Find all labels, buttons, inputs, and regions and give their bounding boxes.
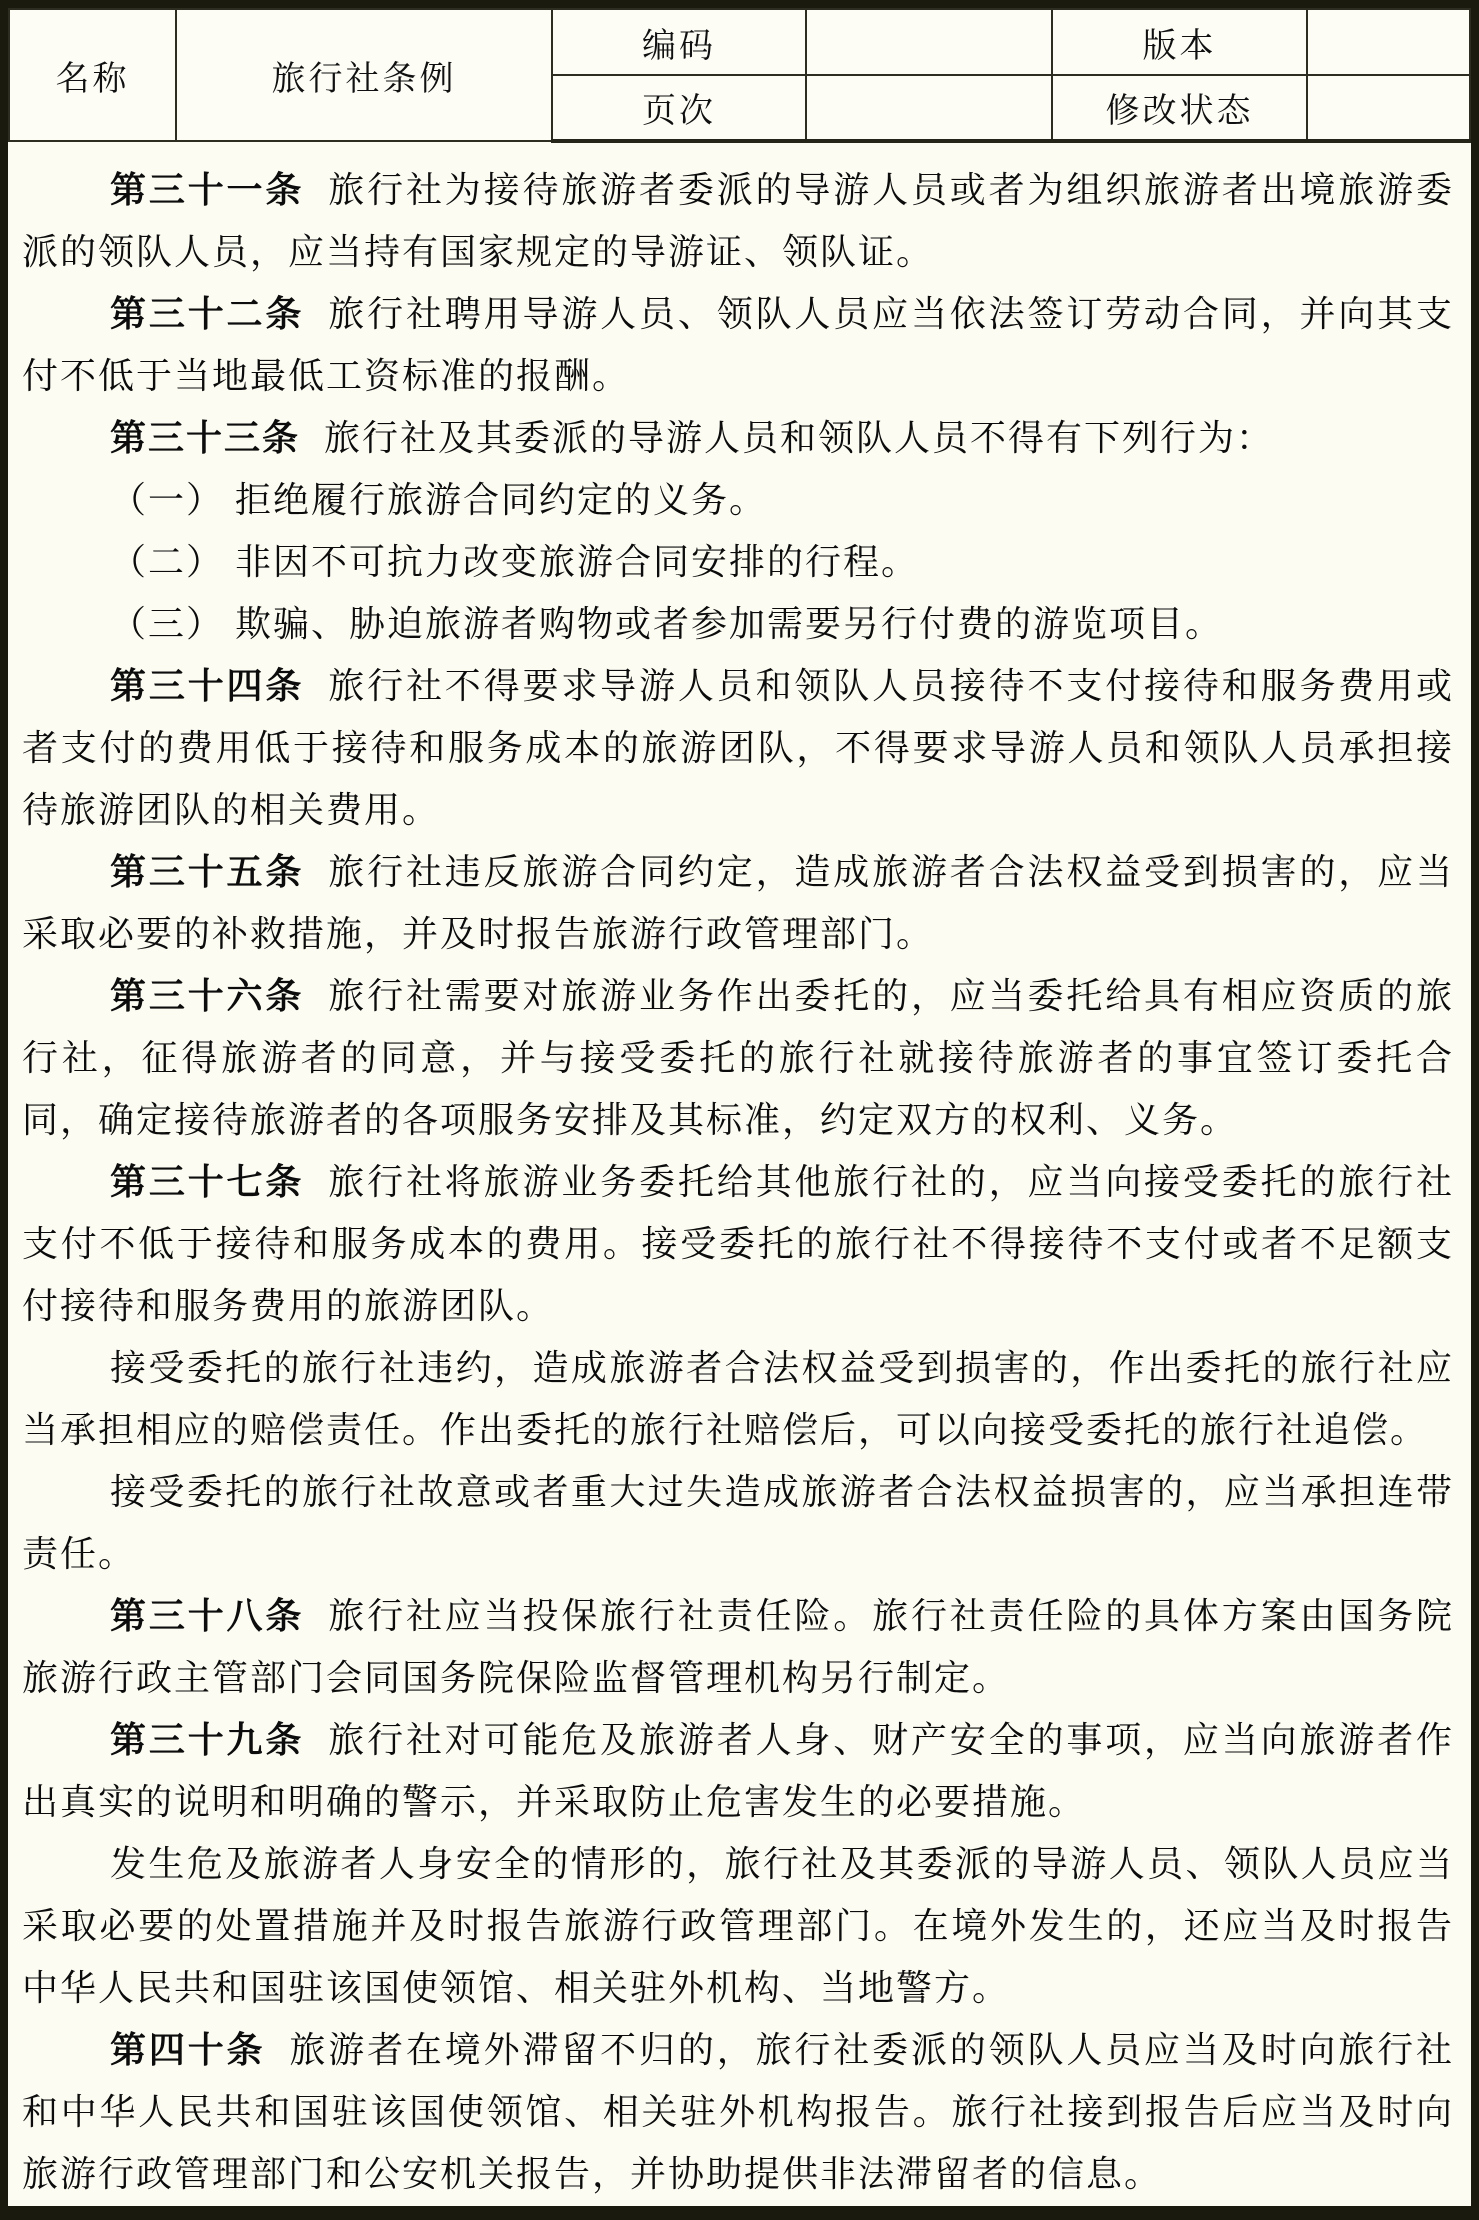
name-label-cell: 名称 bbox=[9, 9, 176, 141]
paragraph-text: （一） 拒绝履行旅游合同约定的义务。 bbox=[110, 480, 768, 520]
version-label-cell: 版本 bbox=[1052, 9, 1307, 75]
paragraph-text: 旅游者在境外滞留不归的，旅行社委派的领队人员应当及时向旅行社和中华人民共和国驻该国使领馆、相关驻外机构报告。旅行社接到报告后应当及时向旅游行政管理部门和公安机关报告，并协助提供非法滞留者的信息。 bbox=[22, 2030, 1454, 2194]
article-number-label: 第三十三条 bbox=[110, 417, 301, 458]
page-label-cell: 页次 bbox=[552, 75, 806, 141]
page-value-cell bbox=[806, 75, 1052, 141]
article-number-label: 第三十四条 bbox=[110, 665, 305, 706]
paragraph-article-38 bbox=[22, 1585, 1454, 1709]
code-value-cell bbox=[806, 9, 1052, 75]
article-number-label: 第三十六条 bbox=[110, 975, 305, 1016]
paragraph-text: （三） 欺骗、胁迫旅游者购物或者参加需要另行付费的游览项目。 bbox=[110, 604, 1224, 644]
article-number-label: 第三十九条 bbox=[110, 1719, 305, 1760]
paragraph-article-32 bbox=[22, 283, 1454, 407]
list-item-3 bbox=[22, 593, 1454, 655]
list-item-1 bbox=[22, 469, 1454, 531]
paragraph-article-35 bbox=[22, 841, 1454, 965]
paragraph-text: 旅行社对可能危及旅游者人身、财产安全的事项，应当向旅游者作出真实的说明和明确的警示，并采取防止危害发生的必要措施。 bbox=[22, 1720, 1454, 1822]
paragraph-text: 旅行社违反旅游合同约定，造成旅游者合法权益受到损害的，应当采取必要的补救措施，并及时报告旅游行政管理部门。 bbox=[22, 852, 1454, 954]
list-item-2 bbox=[22, 531, 1454, 593]
paragraph-text: 接受委托的旅行社故意或者重大过失造成旅游者合法权益损害的，应当承担连带责任。 bbox=[22, 1472, 1454, 1574]
version-value-cell bbox=[1307, 9, 1470, 75]
paragraph-text: 旅行社及其委派的导游人员和领队人员不得有下列行为： bbox=[324, 418, 1275, 458]
header-table bbox=[8, 8, 1471, 143]
paragraph-text: 旅行社应当投保旅行社责任险。旅行社责任险的具体方案由国务院旅游行政主管部门会同国务院保险监督管理机构另行制定。 bbox=[22, 1596, 1454, 1698]
paragraph-text: 旅行社需要对旅游业务作出委托的，应当委托给具有相应资质的旅行社，征得旅游者的同意，并与接受委托的旅行社就接待旅游者的事宜签订委托合同，确定接待旅游者的各项服务安排及其标准，约定双方的权利、义务。 bbox=[22, 976, 1454, 1140]
paragraph-article-31 bbox=[22, 159, 1454, 283]
article-number-label: 第三十二条 bbox=[110, 293, 305, 334]
article-number-label: 第三十五条 bbox=[110, 851, 305, 892]
paragraph-article-33 bbox=[22, 407, 1454, 469]
revision-value-cell bbox=[1307, 75, 1470, 141]
paragraph-text: 接受委托的旅行社违约，造成旅游者合法权益受到损害的，作出委托的旅行社应当承担相应的赔偿责任。作出委托的旅行社赔偿后，可以向接受委托的旅行社追偿。 bbox=[22, 1348, 1454, 1450]
paragraph-text: （二） 非因不可抗力改变旅游合同安排的行程。 bbox=[110, 542, 920, 582]
paragraph-article-34 bbox=[22, 655, 1454, 841]
paragraph-text: 旅行社将旅游业务委托给其他旅行社的，应当向接受委托的旅行社支付不低于接待和服务成本的费用。接受委托的旅行社不得接待不支付或者不足额支付接待和服务费用的旅游团队。 bbox=[22, 1162, 1454, 1326]
paragraph-text: 旅行社为接待旅游者委派的导游人员或者为组织旅游者出境旅游委派的领队人员，应当持有国家规定的导游证、领队证。 bbox=[22, 170, 1454, 272]
revision-label-cell: 修改状态 bbox=[1052, 75, 1307, 141]
paragraph-text: 旅行社不得要求导游人员和领队人员接待不支付接待和服务费用或者支付的费用低于接待和服务成本的旅游团队，不得要求导游人员和领队人员承担接待旅游团队的相关费用。 bbox=[22, 666, 1454, 830]
article-number-label: 第四十条 bbox=[110, 2029, 266, 2070]
paragraph-text: 发生危及旅游者人身安全的情形的，旅行社及其委派的导游人员、领队人员应当采取必要的处置措施并及时报告旅游行政管理部门。在境外发生的，还应当及时报告中华人民共和国驻该国使领馆、相关驻外机构、当地警方。 bbox=[22, 1844, 1454, 2008]
code-label-cell: 编码 bbox=[552, 9, 806, 75]
paragraph-article-37 bbox=[22, 1151, 1454, 1337]
article-number-label: 第三十七条 bbox=[110, 1161, 305, 1202]
article-number-label: 第三十八条 bbox=[110, 1595, 305, 1636]
paragraph-text: 旅行社聘用导游人员、领队人员应当依法签订劳动合同，并向其支付不低于当地最低工资标准的报酬。 bbox=[22, 294, 1454, 396]
paragraph-article-39-2 bbox=[22, 1833, 1454, 2019]
article-number-label: 第三十一条 bbox=[110, 169, 305, 210]
paragraph-article-37-2 bbox=[22, 1337, 1454, 1461]
paragraph-article-40 bbox=[22, 2019, 1454, 2205]
paragraph-article-36 bbox=[22, 965, 1454, 1151]
name-value-cell: 旅行社条例 bbox=[176, 9, 552, 141]
paragraph-article-39 bbox=[22, 1709, 1454, 1833]
document-body bbox=[8, 143, 1471, 2205]
document-page bbox=[8, 8, 1471, 2206]
paragraph-article-37-3 bbox=[22, 1461, 1454, 1585]
